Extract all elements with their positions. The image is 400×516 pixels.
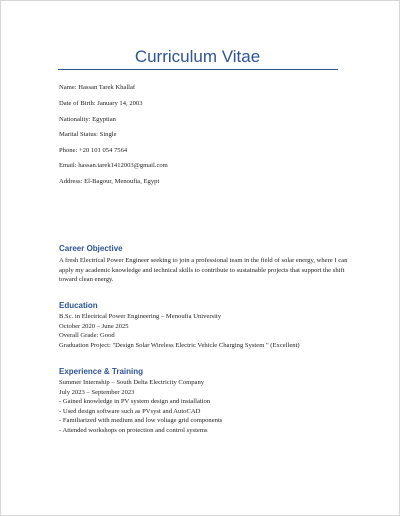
- education-heading: Education: [59, 301, 98, 310]
- experience-heading: Experience & Training: [59, 367, 144, 376]
- experience-dates: July 2023 – September 2023: [59, 388, 135, 396]
- personal-email: Email: hassan.tarek1412003@gmail.com: [59, 162, 168, 169]
- career-objective-heading: Career Objective: [59, 244, 123, 253]
- experience-item: - Attended workshops on protection and control systems: [59, 426, 208, 434]
- personal-nationality: Nationality: Egyptian: [59, 116, 116, 123]
- career-objective-text: A fresh Electrical Power Engineer seeking to join a professional team in the field of solar energy, where I can apply my academic knowledge and technical skills to contribute to sustainable projects that support the shift toward clean energy.: [59, 257, 348, 284]
- education-dates: October 2020 – June 2025: [59, 322, 129, 330]
- personal-name: Name: Hassan Tarek Khallaf: [59, 84, 136, 91]
- education-project: Graduation Project: "Design Solar Wireless Electric Vehicle Charging System " (Excellent): [59, 341, 300, 349]
- personal-marital-status: Marital Status: Single: [59, 131, 117, 138]
- experience-role: Summer Internship – South Delta Electricity Company: [59, 379, 205, 386]
- education-grade: Overall Grade: Good: [59, 332, 115, 339]
- experience-item: - Familiarized with medium and low voltage grid components: [59, 417, 223, 424]
- personal-address: Address: El-Bagour, Menoufia, Egypt: [59, 178, 160, 185]
- document-title: Curriculum Vitae: [134, 47, 261, 66]
- experience-item: - Gained knowledge in PV system design and installation: [59, 398, 211, 405]
- education-degree: B.Sc. in Electrical Power Engineering – Menoufia University: [59, 313, 222, 320]
- experience-item: - Used design software such as PVsyst and AutoCAD: [59, 407, 201, 415]
- title-underline: [58, 69, 338, 70]
- personal-dob: Date of Birth: January 14, 2003: [59, 100, 143, 107]
- personal-phone: Phone: +20 101 054 7564: [59, 147, 128, 154]
